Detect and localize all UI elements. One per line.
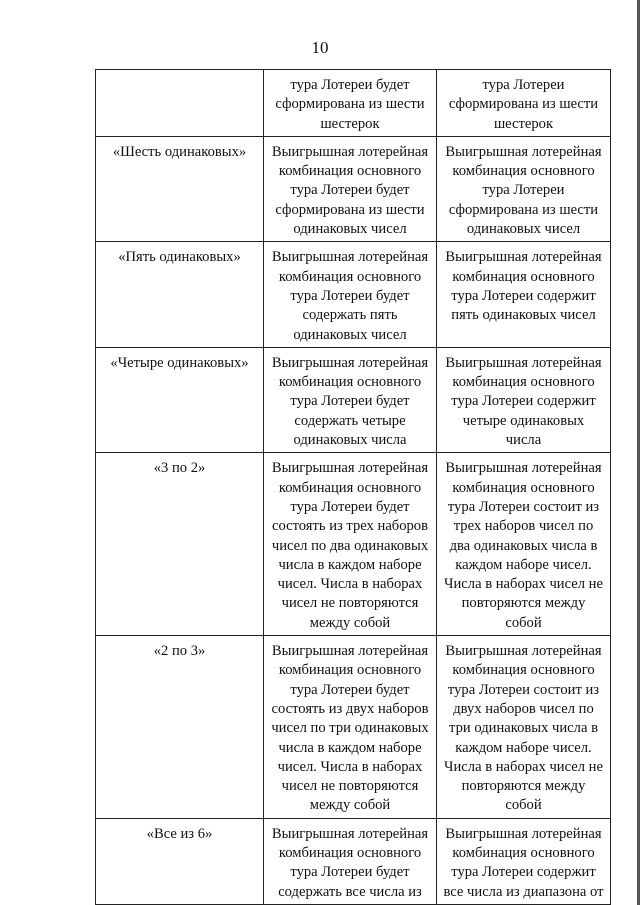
summary-cell <box>437 70 611 137</box>
combination-summary: Выигрышная лотерейная комбинация основного тура Лотереи состоит из трех наборов чисел по два одинаковых числа в каждом наборе чисел. Числа в наборах чисел не повторяются между собой <box>444 460 603 631</box>
description-cell <box>264 818 437 904</box>
table-row <box>96 453 611 636</box>
description-cell <box>264 136 437 241</box>
combination-description: Выигрышная лотерейная комбинация основного тура Лотереи будет содержать все числа из <box>271 825 429 900</box>
combination-summary: Выигрышная лотерейная комбинация основного тура Лотереи содержит четыре одинаковых числа <box>445 354 602 449</box>
summary-cell <box>437 136 611 241</box>
combination-summary: Выигрышная лотерейная комбинация основного тура Лотереи сформирована из шести одинаковых чисел <box>445 143 602 238</box>
combination-name: «3 по 2» <box>153 460 206 477</box>
table-row <box>96 242 611 347</box>
combination-name: «Все из 6» <box>146 825 213 842</box>
combination-name: «Четыре одинаковых» <box>110 354 249 371</box>
summary-cell <box>437 242 611 347</box>
table-row <box>96 136 611 241</box>
table-row <box>96 347 611 452</box>
summary-cell <box>437 347 611 452</box>
combination-name-cell <box>96 242 264 347</box>
description-cell <box>264 242 437 347</box>
combination-description: Выигрышная лотерейная комбинация основного тура Лотереи будет состоять из трех наборов чисел по два одинаковых числа в каждом наборе чисел. Числа в наборах чисел не повторяются между собой <box>271 460 429 631</box>
combination-description: Выигрышная лотерейная комбинация основного тура Лотереи будет сформирована из шести одинаковых чисел <box>271 143 429 238</box>
description-cell <box>264 347 437 452</box>
summary-cell <box>437 636 611 819</box>
combination-table <box>95 69 611 905</box>
combination-summary: Выигрышная лотерейная комбинация основного тура Лотереи содержит все числа из диапазона от <box>443 825 604 900</box>
description-cell <box>264 636 437 819</box>
combination-name-cell <box>96 636 264 819</box>
table-row <box>96 70 611 137</box>
combination-name-cell <box>96 347 264 452</box>
combination-description: тура Лотереи будет сформирована из шести шестерок <box>275 77 425 132</box>
combination-description: Выигрышная лотерейная комбинация основного тура Лотереи будет содержать пять одинаковых чисел <box>271 249 429 343</box>
combination-name-cell <box>96 70 264 137</box>
table-row <box>96 636 611 819</box>
summary-cell <box>437 453 611 636</box>
combination-description: Выигрышная лотерейная комбинация основного тура Лотереи будет содержать четыре одинаковых числа <box>271 354 429 449</box>
table-row <box>96 818 611 904</box>
summary-cell <box>437 818 611 904</box>
combination-name-cell <box>96 818 264 904</box>
description-cell <box>264 70 437 137</box>
combination-name: «Пять одинаковых» <box>118 249 241 266</box>
combination-summary: Выигрышная лотерейная комбинация основного тура Лотереи состоит из двух наборов чисел по три одинаковых числа в каждом наборе чисел. Числа в наборах чисел не повторяются между собой <box>444 643 603 814</box>
combination-summary: тура Лотереи сформирована из шести шестерок <box>448 77 599 132</box>
combination-description: Выигрышная лотерейная комбинация основного тура Лотереи будет состоять из двух наборов чисел по три одинаковых числа в каждом наборе чисел. Числа в наборах чисел не повторяются между собой <box>271 643 429 814</box>
combination-summary: Выигрышная лотерейная комбинация основного тура Лотереи содержит пять одинаковых чисел <box>445 249 602 324</box>
combination-name: «2 по 3» <box>153 643 206 660</box>
combination-name-cell <box>96 453 264 636</box>
description-cell <box>264 453 437 636</box>
combination-name: «Шесть одинаковых» <box>112 143 247 160</box>
page-number: 10 <box>311 38 329 57</box>
combination-name-cell <box>96 136 264 241</box>
